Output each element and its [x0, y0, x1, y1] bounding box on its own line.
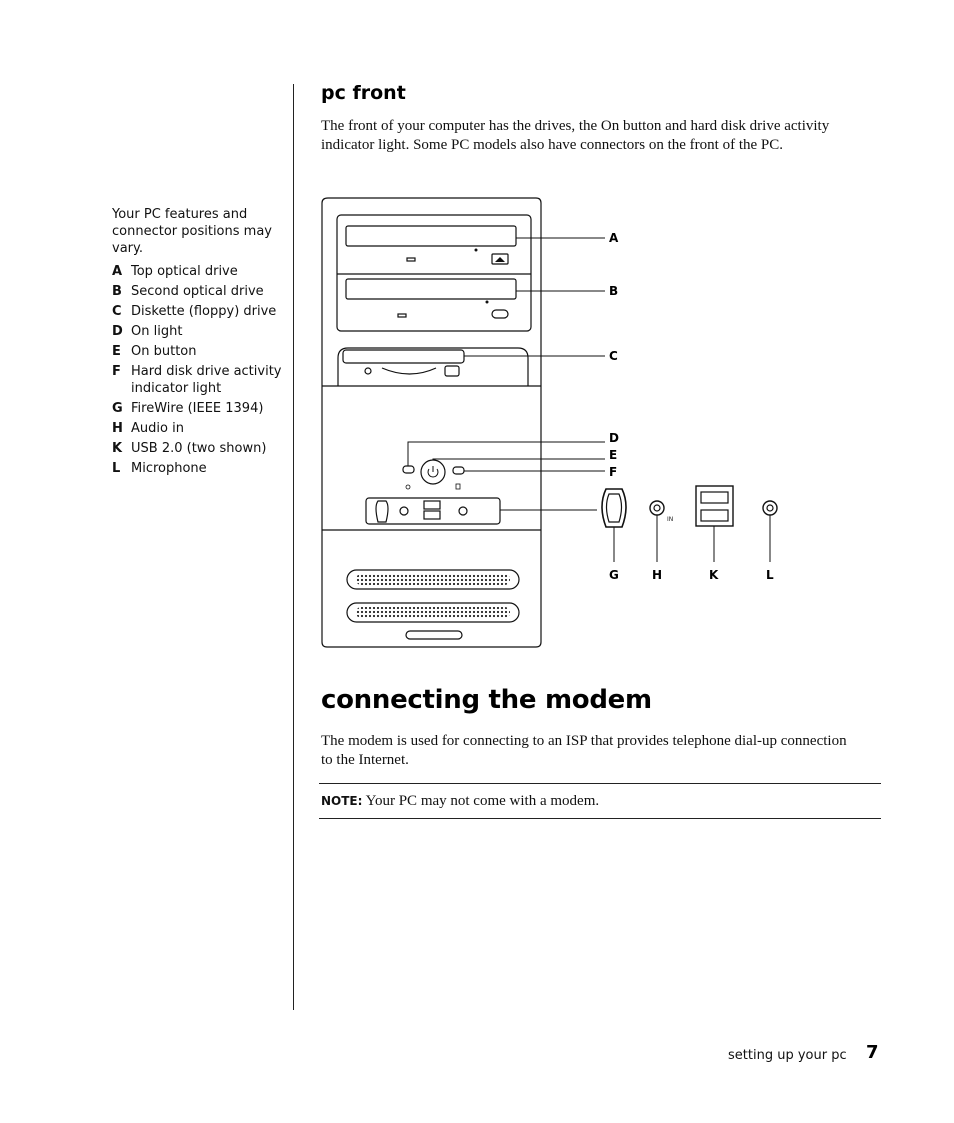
firewire-port-enlarged — [602, 489, 626, 527]
legend-item — [112, 283, 282, 300]
legend-key: L — [112, 461, 121, 476]
legend-text: USB 2.0 (two shown) — [131, 441, 267, 456]
legend-item — [112, 303, 282, 320]
note-label: NOTE: — [321, 794, 363, 808]
front-handle — [406, 631, 462, 639]
second-drive-eject-button — [492, 310, 508, 318]
sidebar-intro: Your PC features and connector positions may vary. — [112, 207, 272, 256]
legend-key: D — [112, 324, 123, 339]
top-optical-drive-tray — [346, 226, 516, 246]
sidebar-divider — [293, 84, 294, 1010]
panel-audio-in — [400, 507, 408, 515]
legend-text: Top optical drive — [131, 264, 238, 279]
legend-item — [112, 263, 282, 280]
legend-item — [112, 363, 282, 397]
legend-key: C — [112, 304, 122, 319]
panel-mic — [459, 507, 467, 515]
floppy-bay — [338, 348, 528, 386]
footer-section-title: setting up your pc — [728, 1048, 847, 1063]
legend-text: On light — [131, 324, 183, 339]
floppy-light — [365, 368, 371, 374]
floppy-slot — [343, 350, 464, 363]
legend-item — [112, 343, 282, 360]
callout-c: C — [609, 349, 618, 363]
legend-item — [112, 323, 282, 340]
legend-text: Second optical drive — [131, 284, 264, 299]
legend-item — [112, 400, 282, 417]
callout-l: L — [766, 568, 774, 582]
callout-b: B — [609, 284, 619, 298]
legend-item — [112, 440, 282, 457]
panel-usb-1 — [424, 501, 440, 509]
legend-text: Hard disk drive activity indicator light — [131, 364, 282, 396]
callout-h: H — [652, 568, 663, 582]
legend-text: Diskette (floppy) drive — [131, 304, 277, 319]
legend-key: K — [112, 441, 123, 456]
legend-item — [112, 460, 282, 477]
on-light — [403, 466, 414, 473]
legend-key: H — [112, 421, 123, 436]
legend-text: On button — [131, 344, 197, 359]
legend-item — [112, 420, 282, 437]
legend-key: B — [112, 284, 122, 299]
callout-d: D — [609, 431, 619, 445]
note-text: Your PC may not come with a modem. — [365, 793, 600, 809]
note — [321, 793, 599, 810]
microphone-enlarged — [763, 501, 777, 515]
note-box — [319, 783, 881, 819]
drive-bay-panel — [337, 215, 531, 331]
legend-key: A — [112, 264, 123, 279]
hdd-activity-light — [453, 467, 464, 474]
legend-key: F — [112, 364, 121, 379]
legend-text: Audio in — [131, 421, 184, 436]
audio-in-enlarged — [650, 501, 664, 515]
callout-f: F — [609, 465, 618, 479]
modem-heading: connecting the modem — [321, 685, 652, 715]
page-number: 7 — [866, 1042, 879, 1063]
second-optical-drive-tray — [346, 279, 516, 299]
legend-list — [112, 263, 282, 477]
panel-usb-2 — [424, 511, 440, 519]
second-drive-light — [398, 314, 406, 317]
panel-firewire-port — [376, 501, 388, 522]
pc-front-diagram — [300, 190, 820, 652]
top-drive-light — [407, 258, 415, 261]
audio-in-glyph: IN — [667, 516, 674, 523]
callout-k: K — [709, 568, 719, 582]
legend-text: FireWire (IEEE 1394) — [131, 401, 264, 416]
legend-key: E — [112, 344, 121, 359]
sidebar-note — [112, 206, 282, 480]
callout-e: E — [609, 448, 618, 462]
legend-text: Microphone — [131, 461, 207, 476]
callout-g: G — [609, 568, 619, 582]
modem-body: The modem is used for connecting to an ISP that provides telephone dial-up connection to the Internet. — [321, 733, 847, 768]
legend-key: G — [112, 401, 123, 416]
floppy-eject-button — [445, 366, 459, 376]
pc-front-heading: pc front — [321, 82, 406, 104]
callout-a: A — [609, 231, 619, 245]
pc-front-body: The front of your computer has the drives, the On button and hard disk drive activity indicator light. Some PC models also have connectors on the front of the PC. — [321, 118, 830, 153]
